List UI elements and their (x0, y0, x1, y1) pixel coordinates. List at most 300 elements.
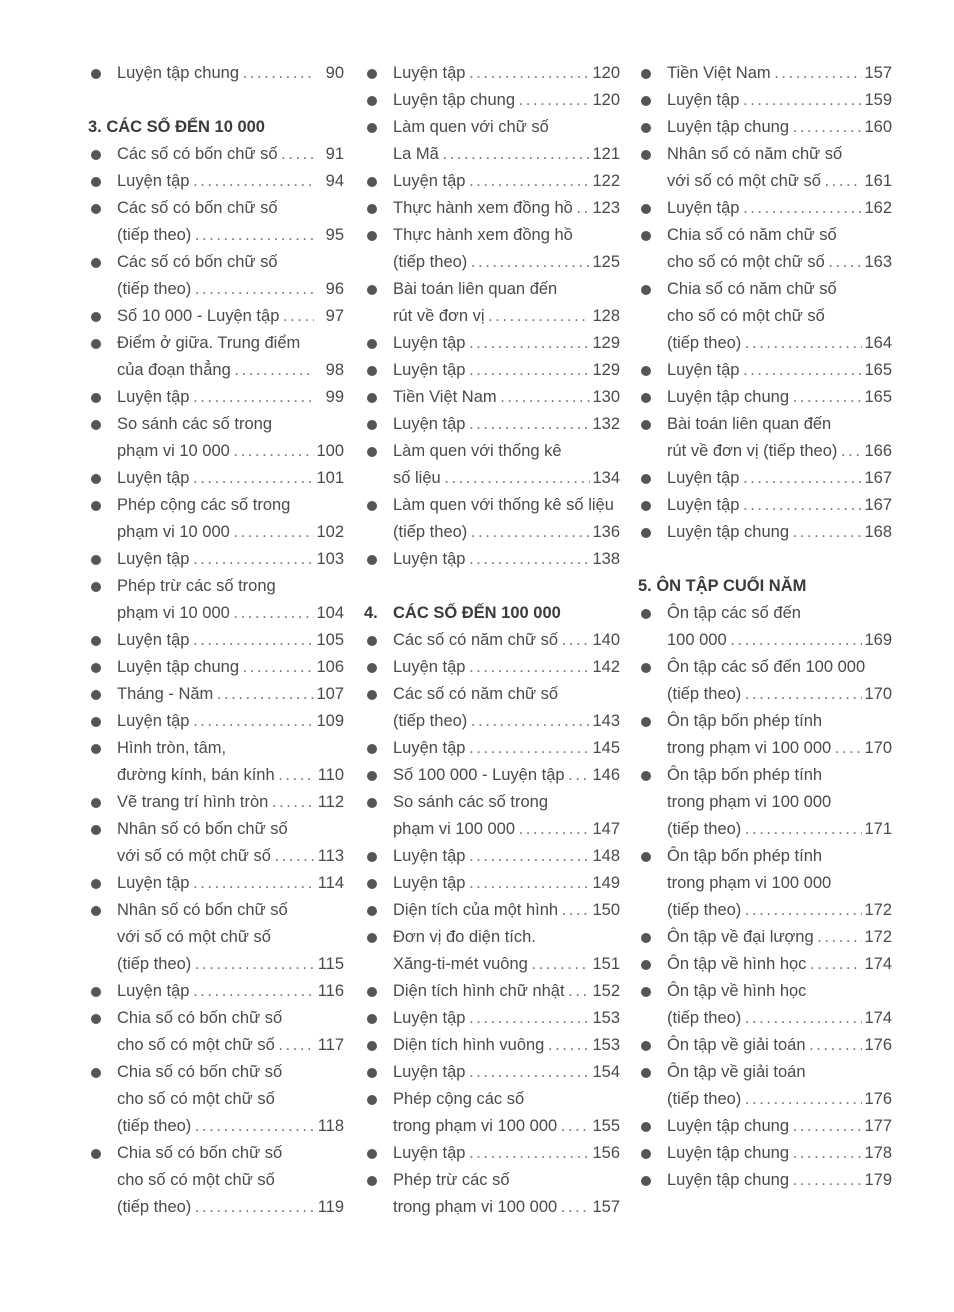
entry-title: Bài toán liên quan đến (667, 415, 832, 433)
entry-title: So sánh các số trong (117, 415, 273, 433)
bullet-icon (367, 393, 377, 403)
entry-title: Luyện tập chung . . . (667, 1113, 862, 1140)
bullet-icon (91, 582, 101, 592)
bullet-icon (91, 393, 101, 403)
toc-entry (364, 1194, 620, 1221)
entry-title: Thực hành xem đồng hồ (393, 226, 573, 244)
page-number: 115 (316, 951, 344, 978)
entry-title: Các số có bốn chữ số (117, 199, 278, 217)
toc-entry (88, 1086, 344, 1113)
entry-title: Phép cộng các số trong (117, 496, 291, 514)
toc-entry (638, 357, 892, 384)
bullet-icon (91, 1068, 101, 1078)
toc-entry (638, 114, 892, 141)
toc-entry (364, 168, 620, 195)
bullet-icon (367, 123, 377, 133)
entry-title: Nhân số có năm chữ số (667, 145, 843, 163)
bullet-icon (367, 1176, 377, 1186)
entry-title: của đoạn thẳng . . . (117, 357, 314, 384)
bullet-icon (641, 1149, 651, 1159)
toc-entry (364, 1167, 620, 1194)
entry-title: Các số có bốn chữ số . . . (117, 141, 314, 168)
toc-entry (364, 519, 620, 546)
bullet-icon (91, 879, 101, 889)
entry-title: Ôn tập bốn phép tính (667, 766, 823, 784)
toc-entry (88, 438, 344, 465)
toc-entry (88, 951, 344, 978)
page-number: 107 (314, 681, 344, 708)
page-number: 177 (862, 1113, 892, 1140)
bullet-icon (641, 285, 651, 295)
entry-title: Luyện tập . . . (393, 1005, 590, 1032)
toc-entry (364, 654, 620, 681)
page-number: 129 (590, 330, 620, 357)
page-number: 168 (862, 519, 892, 546)
entry-title: (tiếp theo) . . . (667, 897, 862, 924)
entry-title: phạm vi 10 000 . . . (117, 600, 314, 627)
entry-title: (tiếp theo) . . . (667, 816, 862, 843)
bullet-icon (367, 690, 377, 700)
entry-title: Luyện tập . . . (117, 546, 314, 573)
toc-entry (364, 1113, 620, 1140)
bullet-icon (641, 1041, 651, 1051)
page-number: 134 (590, 465, 620, 492)
toc-entry (364, 330, 620, 357)
page-number: 120 (590, 60, 620, 87)
bullet-icon (367, 987, 377, 997)
bullet-icon (91, 69, 101, 79)
toc-entry (88, 411, 344, 438)
toc-entry (88, 762, 344, 789)
entry-title: Chia số có bốn chữ số (117, 1063, 283, 1081)
page-number: 118 (316, 1113, 344, 1140)
entry-title: Tháng - Năm . . . (117, 681, 314, 708)
toc-entry (88, 627, 344, 654)
entry-title: (tiếp theo) . . . (667, 330, 862, 357)
page-number: 112 (316, 789, 344, 816)
bullet-icon (367, 906, 377, 916)
bullet-icon (91, 690, 101, 700)
entry-title: Luyện tập . . . (117, 708, 314, 735)
bullet-icon (641, 1122, 651, 1132)
bullet-icon (367, 798, 377, 808)
toc-entry (638, 1032, 892, 1059)
bullet-icon (91, 501, 101, 511)
toc-entry (638, 195, 892, 222)
toc-entry (88, 654, 344, 681)
page-number: 157 (862, 60, 892, 87)
page-number: 117 (316, 1032, 344, 1059)
entry-title: Luyện tập chung . . . (117, 654, 314, 681)
bullet-icon (641, 1068, 651, 1078)
page-number: 122 (590, 168, 620, 195)
bullet-icon (641, 393, 651, 403)
bullet-icon (641, 987, 651, 997)
toc-entry (638, 465, 892, 492)
toc-entry (638, 222, 892, 249)
entry-title: Luyện tập . . . (393, 1059, 590, 1086)
entry-title: với số có một chữ số . . . (117, 843, 314, 870)
toc-entry (88, 303, 344, 330)
bullet-icon (91, 1149, 101, 1159)
bullet-icon (367, 879, 377, 889)
entry-title: cho số có một chữ số . . . (667, 249, 862, 276)
entry-title: Làm quen với thống kê số liệu (393, 496, 614, 514)
toc-entry (638, 897, 892, 924)
toc-entry (364, 735, 620, 762)
entry-title: 100 000 . . . (667, 627, 862, 654)
page-number: 94 (324, 168, 344, 195)
toc-entry (364, 978, 620, 1005)
bullet-icon (367, 1014, 377, 1024)
toc-entry (88, 816, 344, 843)
toc-entry (88, 546, 344, 573)
page-number: 123 (590, 195, 620, 222)
bullet-icon (91, 474, 101, 484)
page-number: 148 (590, 843, 620, 870)
page-number: 110 (316, 762, 344, 789)
toc-entry (638, 924, 892, 951)
bullet-icon (367, 447, 377, 457)
toc-entry (364, 789, 620, 816)
bullet-icon (367, 771, 377, 781)
entry-title: Luyện tập . . . (393, 843, 590, 870)
bullet-icon (367, 636, 377, 646)
toc-entry (364, 1140, 620, 1167)
bullet-icon (91, 555, 101, 565)
entry-title: Chia số có bốn chữ số (117, 1144, 283, 1162)
page-number: 156 (590, 1140, 620, 1167)
bullet-icon (641, 204, 651, 214)
toc-entry (364, 384, 620, 411)
toc-entry (364, 249, 620, 276)
page-number: 100 (314, 438, 344, 465)
toc-entry (638, 816, 892, 843)
entry-title: Các số có năm chữ số (393, 685, 559, 703)
entry-title: Các số có năm chữ số . . . (393, 627, 590, 654)
entry-title: trong phạm vi 100 000 (667, 874, 832, 892)
bullet-icon (367, 744, 377, 754)
entry-title: phạm vi 10 000 . . . (117, 519, 314, 546)
entry-title: Ôn tập về hình học (667, 982, 807, 1000)
bullet-icon (641, 150, 651, 160)
toc-entry (638, 87, 892, 114)
entry-title: (tiếp theo) . . . (393, 708, 590, 735)
toc-entry (638, 303, 892, 330)
entry-title: Ôn tập bốn phép tính (667, 712, 823, 730)
entry-title: Phép cộng các số (393, 1090, 525, 1108)
bullet-icon (641, 933, 651, 943)
bullet-icon (641, 231, 651, 241)
page-number: 132 (590, 411, 620, 438)
page-number: 174 (862, 1005, 892, 1032)
bullet-icon (641, 123, 651, 133)
toc-entry (638, 60, 892, 87)
toc-entry (88, 249, 344, 276)
page-number: 109 (314, 708, 344, 735)
toc-entry (364, 1086, 620, 1113)
page-number: 161 (862, 168, 892, 195)
entry-title: (tiếp theo) . . . (117, 1194, 314, 1221)
entry-title: rút về đơn vị . . . (393, 303, 590, 330)
entry-title: Số 10 000 - Luyện tập . . . (117, 303, 314, 330)
toc-entry (88, 681, 344, 708)
entry-title: Luyện tập . . . (393, 357, 590, 384)
bullet-icon (367, 177, 377, 187)
bullet-icon (367, 933, 377, 943)
bullet-icon (641, 69, 651, 79)
toc-entry (364, 492, 620, 519)
section-title: CÁC SỐ ĐẾN 100 000 (393, 604, 561, 622)
toc-entry (88, 870, 344, 897)
toc-entry (88, 60, 344, 87)
toc-entry (88, 708, 344, 735)
entry-title: Luyện tập . . . (667, 87, 862, 114)
entry-title: La Mã . . . (393, 141, 590, 168)
bullet-icon (641, 609, 651, 619)
bullet-icon (641, 1176, 651, 1186)
entry-title: cho số có một chữ số (117, 1090, 275, 1108)
bullet-icon (91, 825, 101, 835)
bullet-icon (367, 69, 377, 79)
bullet-icon (91, 339, 101, 349)
entry-title: Luyện tập . . . (393, 330, 590, 357)
bullet-icon (91, 636, 101, 646)
entry-title: Phép trừ các số (393, 1171, 510, 1189)
entry-title: Luyện tập . . . (393, 654, 590, 681)
entry-title: Ôn tập về giải toán . . . (667, 1032, 862, 1059)
bullet-icon (91, 717, 101, 727)
toc-entry (88, 1140, 344, 1167)
entry-title: Luyện tập . . . (667, 357, 862, 384)
entry-title: với số có một chữ số (117, 928, 271, 946)
bullet-icon (91, 177, 101, 187)
toc-entry (88, 735, 344, 762)
entry-title: (tiếp theo) . . . (117, 276, 314, 303)
entry-title: cho số có một chữ số (117, 1171, 275, 1189)
toc-entry (638, 762, 892, 789)
bullet-icon (367, 1041, 377, 1051)
page-number: 150 (590, 897, 620, 924)
entry-title: Ôn tập các số đến (667, 604, 801, 622)
entry-title: Chia số có năm chữ số (667, 280, 837, 298)
entry-title: Luyện tập . . . (667, 195, 862, 222)
bullet-icon (641, 852, 651, 862)
entry-title: Các số có bốn chữ số (117, 253, 278, 271)
entry-title: với số có một chữ số . . . (667, 168, 862, 195)
page-number: 97 (324, 303, 344, 330)
bullet-icon (641, 96, 651, 106)
page-number: 145 (590, 735, 620, 762)
entry-title: Luyện tập chung . . . (667, 114, 862, 141)
entry-title: rút về đơn vị (tiếp theo) . . . (667, 438, 862, 465)
toc-entry (638, 1113, 892, 1140)
toc-entry (88, 1167, 344, 1194)
entry-title: Nhân số có bốn chữ số (117, 820, 288, 838)
entry-title: Luyện tập chung . . . (393, 87, 590, 114)
toc-entry (364, 303, 620, 330)
entry-title: Luyện tập . . . (117, 627, 314, 654)
page-number: 172 (862, 897, 892, 924)
bullet-icon (367, 231, 377, 241)
page-number: 159 (862, 87, 892, 114)
bullet-icon (367, 1095, 377, 1105)
page-number: 121 (590, 141, 620, 168)
toc-entry (88, 789, 344, 816)
bullet-icon (91, 150, 101, 160)
toc-entry (364, 195, 620, 222)
toc-entry (638, 681, 892, 708)
bullet-icon (367, 204, 377, 214)
page-number: 174 (862, 951, 892, 978)
bullet-icon (91, 744, 101, 754)
entry-title: trong phạm vi 100 000 (667, 793, 832, 811)
page-number: 103 (314, 546, 344, 573)
bullet-icon (367, 501, 377, 511)
page-number: 172 (862, 924, 892, 951)
entry-title: số liệu . . . (393, 465, 590, 492)
entry-title: Luyện tập . . . (393, 735, 590, 762)
bullet-icon (367, 1149, 377, 1159)
toc-entry (364, 1032, 620, 1059)
toc-entry (88, 924, 344, 951)
bullet-icon (367, 366, 377, 376)
toc-column-2 (364, 60, 620, 1221)
toc-entry (88, 357, 344, 384)
bullet-icon (641, 663, 651, 673)
page-number: 91 (324, 141, 344, 168)
toc-entry (364, 951, 620, 978)
entry-title: Luyện tập . . . (393, 168, 590, 195)
toc-entry (638, 384, 892, 411)
toc-entry (638, 168, 892, 195)
toc-entry (364, 357, 620, 384)
toc-entry (88, 1005, 344, 1032)
page-number: 136 (590, 519, 620, 546)
page-number: 167 (862, 465, 892, 492)
entry-title: Vẽ trang trí hình tròn . . . (117, 789, 314, 816)
bullet-icon (641, 420, 651, 430)
toc-entry (364, 897, 620, 924)
page-number: 105 (314, 627, 344, 654)
entry-title: Luyện tập chung . . . (667, 384, 862, 411)
page-number: 142 (590, 654, 620, 681)
page-number: 166 (862, 438, 892, 465)
page-number: 143 (590, 708, 620, 735)
toc-entry (88, 843, 344, 870)
entry-title: Luyện tập . . . (117, 870, 314, 897)
toc-entry (88, 1032, 344, 1059)
toc-entry (88, 1059, 344, 1086)
entry-title: Nhân số có bốn chữ số (117, 901, 288, 919)
bullet-icon (91, 420, 101, 430)
toc-entry (88, 1113, 344, 1140)
toc-entry (364, 276, 620, 303)
page-number: 149 (590, 870, 620, 897)
page-number: 140 (590, 627, 620, 654)
toc-entry (638, 735, 892, 762)
toc-entry (364, 843, 620, 870)
entry-title: Chia số có bốn chữ số (117, 1009, 283, 1027)
toc-entry (364, 438, 620, 465)
toc-entry (364, 411, 620, 438)
toc-entry (638, 627, 892, 654)
toc-entry (88, 222, 344, 249)
toc-entry (88, 897, 344, 924)
toc-entry (638, 1005, 892, 1032)
bullet-icon (91, 987, 101, 997)
entry-title: Đơn vị đo diện tích. (393, 928, 536, 946)
entry-title: Làm quen với chữ số (393, 118, 549, 136)
bullet-icon (641, 771, 651, 781)
page-number: 102 (314, 519, 344, 546)
bullet-icon (367, 663, 377, 673)
entry-title: trong phạm vi 100 000 . . . (393, 1194, 590, 1221)
entry-title: trong phạm vi 100 000 . . . (393, 1113, 590, 1140)
page-number: 106 (314, 654, 344, 681)
entry-title: (tiếp theo) . . . (667, 1005, 862, 1032)
page-number: 179 (862, 1167, 892, 1194)
entry-title: Luyện tập chung . . . (117, 60, 314, 87)
section-heading (364, 600, 620, 627)
toc-entry (364, 546, 620, 573)
entry-title: Luyện tập . . . (117, 978, 314, 1005)
toc-entry (364, 708, 620, 735)
bullet-icon (91, 204, 101, 214)
toc-entry (364, 627, 620, 654)
entry-title: Luyện tập . . . (667, 492, 862, 519)
entry-title: (tiếp theo) . . . (393, 249, 590, 276)
page-number: 104 (314, 600, 344, 627)
page-number: 129 (590, 357, 620, 384)
page-number: 128 (590, 303, 620, 330)
page-number: 163 (862, 249, 892, 276)
toc-entry (638, 654, 892, 681)
toc-entry (638, 276, 892, 303)
entry-title: Ôn tập về giải toán (667, 1063, 806, 1081)
page-number: 138 (590, 546, 620, 573)
toc-entry (638, 870, 892, 897)
entry-title: Luyện tập . . . (393, 60, 590, 87)
entry-title: Diện tích hình vuông . . . (393, 1032, 590, 1059)
toc-entry (638, 330, 892, 357)
section-heading (88, 114, 344, 141)
toc-entry (638, 141, 892, 168)
section-heading (638, 573, 892, 600)
page-number: 153 (590, 1032, 620, 1059)
toc-entry (638, 1059, 892, 1086)
page-number: 160 (862, 114, 892, 141)
page-number: 170 (862, 735, 892, 762)
toc-entry (638, 1086, 892, 1113)
page-number: 169 (862, 627, 892, 654)
entry-title: Diện tích hình chữ nhật . . . (393, 978, 590, 1005)
toc-entry (88, 168, 344, 195)
page-number: 153 (590, 1005, 620, 1032)
toc-entry (364, 141, 620, 168)
toc-entry (364, 87, 620, 114)
toc-entry (88, 600, 344, 627)
page-number: 165 (862, 357, 892, 384)
section-title: 3. CÁC SỐ ĐẾN 10 000 (88, 118, 265, 136)
entry-title: Tiền Việt Nam . . . (393, 384, 590, 411)
bullet-icon (91, 258, 101, 268)
page-number: 170 (862, 681, 892, 708)
entry-title: (tiếp theo) . . . (117, 1113, 314, 1140)
toc-entry (638, 978, 892, 1005)
entry-title: (tiếp theo) . . . (667, 681, 862, 708)
entry-title: Luyện tập chung . . . (667, 1167, 862, 1194)
